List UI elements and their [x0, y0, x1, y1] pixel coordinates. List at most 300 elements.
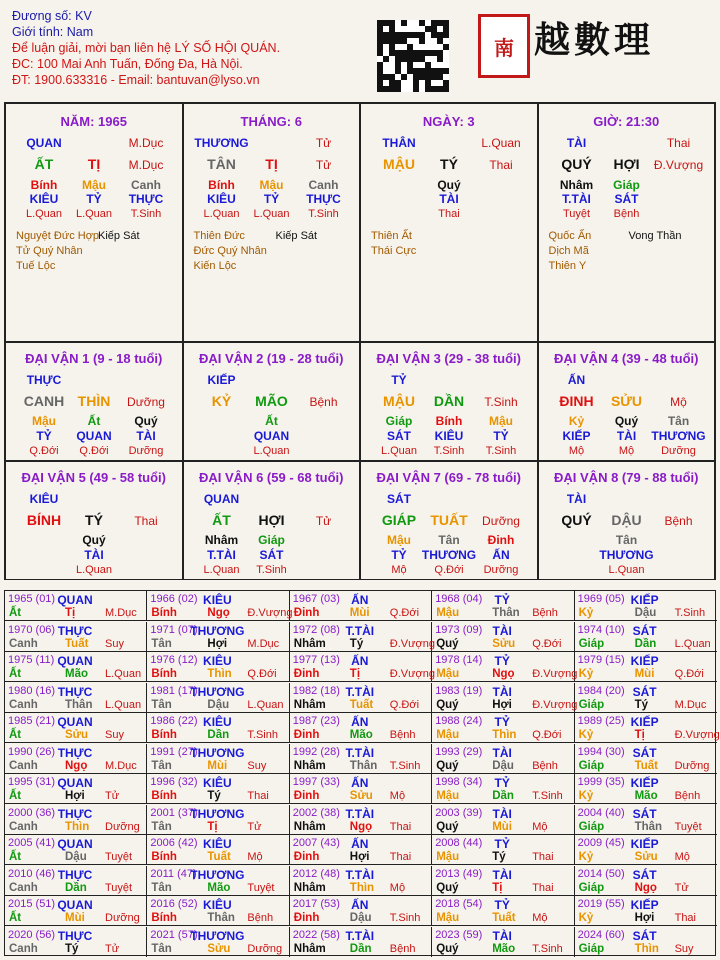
year-god: KIÊU [203, 654, 232, 668]
hidden-stem: Đinh [487, 533, 515, 547]
dai-van-branch: HỢI [258, 512, 285, 528]
year-branch: Hợi [349, 851, 370, 863]
hidden-stem: Quý [82, 533, 106, 547]
year-stem: Tân [151, 759, 172, 772]
year-stem: Tân [151, 942, 172, 955]
year-god: THƯƠNG [190, 745, 245, 760]
year-cell[interactable] [5, 591, 147, 621]
year-branch: Sửu [207, 942, 231, 955]
year-cell[interactable] [575, 866, 717, 896]
hidden-stem: Quý [614, 414, 639, 428]
year-branch: Thìn [349, 881, 375, 894]
year-stem: Bính [151, 912, 177, 924]
hidden-stage: L.Quan [203, 208, 240, 220]
pillar-title: NGÀY: 3 [422, 114, 475, 129]
year-branch: Tý [349, 637, 364, 650]
year-cell[interactable] [290, 835, 432, 865]
year-branch: Hợi [492, 698, 512, 711]
year-label: 2016 (52) [150, 898, 198, 910]
year-branch: Mùi [207, 759, 228, 772]
year-stem: Bính [151, 790, 177, 802]
hidden-stem: Mậu [489, 414, 513, 428]
year-stem: Đinh [293, 668, 320, 680]
hidden-stage: L.Quan [75, 208, 113, 220]
qr-module [443, 68, 449, 74]
year-branch: Dậu [207, 698, 230, 711]
dai-van-stem: QUÝ [561, 512, 592, 528]
year-god: SÁT [632, 928, 657, 943]
year-label: 2022 (58) [292, 928, 340, 941]
year-label: 1974 (10) [577, 623, 625, 636]
year-branch: Tuất [349, 698, 374, 711]
year-cell[interactable] [575, 835, 717, 865]
year-god: THỰC [57, 745, 93, 760]
earth-branch: TÝ [440, 156, 458, 172]
year-label: 1968 (04) [435, 593, 483, 605]
year-god: T.TÀI [345, 745, 375, 760]
year-stage: Đ.Vượng [674, 729, 720, 741]
year-cell[interactable] [432, 744, 574, 774]
year-label: 2015 (51) [8, 898, 56, 910]
year-cell[interactable] [5, 744, 147, 774]
year-cell[interactable] [432, 805, 574, 835]
year-branch: Thìn [65, 820, 90, 833]
hidden-stage: Mộ [391, 564, 407, 576]
hidden-god: KIÊU [29, 192, 59, 206]
dai-van-title: ĐẠI VẬN 4 (39 - 48 tuổi) [554, 351, 699, 366]
year-label: 1992 (28) [292, 745, 340, 758]
year-branch: Mùi [634, 668, 655, 680]
hidden-stem: Mậu [387, 533, 411, 547]
address-line: ĐC: 100 Mai Anh Tuấn, Đống Đa, Hà Nội. [12, 57, 243, 71]
hidden-god: TỶ [86, 192, 102, 206]
year-stem: Ất [9, 607, 22, 619]
dai-van-stage: Bệnh [309, 395, 338, 409]
year-cell[interactable] [290, 927, 432, 957]
year-cell[interactable] [147, 835, 289, 865]
year-cell[interactable] [5, 713, 147, 743]
hidden-god: TÀI [616, 429, 637, 443]
hidden-stage: L.Quan [253, 208, 290, 220]
year-cell[interactable] [432, 896, 574, 926]
year-cell[interactable] [575, 622, 717, 652]
dai-van-god: TÀI [566, 492, 587, 506]
year-stem: Kỷ [578, 668, 594, 680]
pillar-title: THÁNG: 6 [240, 114, 302, 129]
year-stage: Mộ [532, 820, 548, 833]
pillar-heaven-god: THÂN [382, 136, 416, 150]
pillar-heaven-stage: M.Dục [128, 136, 164, 150]
year-cell[interactable] [432, 835, 574, 865]
brand-logo-text: 越數理 [534, 19, 655, 61]
year-cell[interactable] [432, 866, 574, 896]
year-label: 2004 (40) [577, 806, 625, 819]
year-cell[interactable] [290, 683, 432, 713]
hidden-stage: Q.Đới [29, 445, 59, 457]
year-label: 1976 (12) [150, 654, 198, 666]
year-stage: Đ.Vượng [532, 698, 578, 711]
year-label: 2021 (57) [150, 928, 198, 941]
qr-module [419, 38, 425, 44]
hidden-god: SÁT [259, 548, 284, 562]
hidden-stage: Q.Đới [79, 445, 109, 457]
hidden-stem: Giáp [613, 178, 640, 192]
year-stage: Mộ [674, 851, 690, 863]
hidden-god: THỰC [306, 192, 341, 206]
year-cell[interactable] [147, 896, 289, 926]
branch-stage: M.Dục [128, 158, 164, 172]
hidden-stem: Mậu [259, 178, 284, 192]
year-stage: Tử [105, 790, 120, 802]
year-god: SÁT [632, 745, 657, 760]
year-stage: L.Quan [674, 637, 711, 650]
dai-van-stage: T.Sinh [484, 395, 518, 409]
year-branch: Ngọ [207, 607, 230, 619]
year-stage: Đ.Vượng [247, 607, 293, 619]
year-stem: Mậu [436, 668, 460, 680]
year-god: THỰC [57, 928, 93, 943]
year-cell[interactable] [432, 774, 574, 804]
year-branch: Mão [492, 942, 516, 955]
year-god: SÁT [632, 684, 657, 699]
year-stage: Tuyệt [674, 820, 702, 833]
year-god: ẤN [351, 776, 369, 790]
year-stage: Suy [674, 942, 694, 955]
year-god: THƯƠNG [190, 684, 245, 699]
year-label: 1978 (14) [435, 654, 483, 666]
year-branch: Mùi [492, 820, 512, 833]
year-stem: Đinh [293, 729, 320, 741]
year-cell[interactable] [575, 896, 717, 926]
year-stem: Canh [9, 820, 38, 833]
owner-gender: Giới tính: Nam [12, 25, 94, 39]
year-label: 1969 (05) [577, 593, 625, 605]
year-label: 2002 (38) [292, 806, 340, 819]
year-branch: Tuất [634, 759, 659, 772]
hidden-god: QUAN [76, 429, 112, 443]
year-cell[interactable] [5, 927, 147, 957]
year-stem: Giáp [578, 881, 605, 894]
year-cell[interactable] [432, 927, 574, 957]
year-stem: Ất [9, 851, 22, 863]
year-god: KIÊU [203, 837, 232, 851]
year-cell[interactable] [147, 713, 289, 743]
star-item: Vong Thần [628, 230, 682, 242]
dai-van-branch: MÃO [255, 393, 288, 409]
dai-van-god: ẤN [567, 373, 586, 387]
year-god: QUAN [57, 898, 93, 912]
year-cell[interactable] [575, 683, 717, 713]
year-cell[interactable] [147, 622, 289, 652]
year-branch: Tuất [207, 851, 231, 863]
year-branch: Mão [207, 881, 231, 894]
year-cell[interactable] [575, 927, 717, 957]
year-stage: Bệnh [389, 942, 416, 955]
dai-van-god: QUAN [203, 492, 240, 506]
year-stem: Bính [151, 729, 177, 741]
year-cell[interactable] [147, 591, 293, 621]
year-cell[interactable] [575, 774, 717, 804]
year-cell[interactable] [147, 683, 289, 713]
year-label: 1972 (08) [292, 623, 340, 636]
year-stem: Kỷ [578, 729, 594, 741]
year-god: THƯƠNG [190, 928, 245, 943]
hidden-stem: Giáp [258, 533, 285, 547]
hidden-stem: Bính [208, 178, 235, 192]
year-label: 2017 (53) [292, 898, 340, 910]
year-stage: Thai [389, 851, 412, 863]
star-item: Thiên Đức [193, 230, 245, 242]
qr-module [443, 86, 449, 92]
year-stem: Nhâm [293, 759, 326, 772]
dai-van-stage: Thai [134, 514, 158, 528]
year-label: 2000 (36) [8, 806, 56, 819]
year-stage: Đ.Vượng [389, 668, 435, 680]
hidden-stem: Bính [435, 414, 463, 428]
year-god: TỶ [494, 654, 510, 668]
dai-van-stem: BÍNH [26, 512, 62, 528]
year-cell[interactable] [290, 744, 432, 774]
year-label: 2005 (41) [8, 837, 56, 849]
year-stage: T.Sinh [389, 912, 421, 924]
year-branch: Dậu [634, 607, 657, 619]
year-cell[interactable] [147, 744, 289, 774]
dai-van-title: ĐẠI VẬN 7 (69 - 78 tuổi) [376, 470, 521, 485]
year-branch: Ngọ [65, 759, 88, 772]
year-god: T.TÀI [345, 928, 375, 943]
year-label: 1991 (27) [150, 745, 198, 758]
star-item: Đức Quý Nhân [193, 245, 267, 257]
year-label: 1973 (09) [435, 623, 483, 636]
hidden-stage: T.Sinh [130, 208, 162, 220]
year-god: KIÊU [203, 593, 232, 607]
year-label: 2013 (49) [435, 867, 483, 880]
qr-module [437, 56, 443, 62]
pillar-title: NĂM: 1965 [60, 114, 127, 129]
hidden-god: THƯƠNG [421, 548, 477, 562]
year-stage: Q.Đới [247, 668, 277, 680]
year-cell[interactable] [290, 591, 432, 621]
year-stage: Mộ [389, 790, 406, 802]
year-stem: Quý [436, 637, 459, 650]
qr-code[interactable] [377, 20, 449, 92]
year-stage: L.Quan [247, 698, 284, 711]
branch-stage: Đ.Vượng [653, 158, 704, 172]
year-god: ẤN [351, 593, 369, 607]
year-label: 1971 (07) [150, 623, 198, 636]
year-stage: M.Dục [105, 759, 137, 772]
year-cell[interactable] [5, 866, 147, 896]
pillar-heaven-god: TÀI [566, 136, 587, 150]
branch-stage: Thai [489, 158, 513, 172]
year-god: SÁT [632, 623, 657, 638]
year-god: ẤN [351, 654, 369, 668]
year-branch: Tuất [492, 912, 516, 924]
star-item: Tuế Lộc [16, 260, 56, 272]
year-cell[interactable] [575, 805, 717, 835]
dai-van-title: ĐẠI VẬN 3 (29 - 38 tuổi) [376, 351, 521, 366]
year-stage: Q.Đới [389, 607, 420, 619]
hidden-stage: Dưỡng [128, 445, 164, 457]
hidden-stage: Tuyệt [562, 208, 591, 220]
year-stage: Thai [674, 912, 696, 924]
year-stage: T.Sinh [532, 942, 563, 955]
year-cell[interactable] [290, 866, 432, 896]
year-cell[interactable] [147, 927, 289, 957]
year-branch: Sửu [492, 637, 516, 650]
year-stage: Dưỡng [247, 942, 283, 955]
year-cell[interactable] [575, 744, 717, 774]
hidden-stem: Kỷ [568, 414, 585, 428]
dai-van-stem: CANH [23, 393, 65, 409]
year-label: 1995 (31) [8, 776, 56, 788]
year-stem: Nhâm [293, 942, 326, 955]
year-cell[interactable] [147, 774, 289, 804]
year-label: 2003 (39) [435, 806, 483, 819]
year-stage: Tuyệt [105, 851, 133, 863]
year-label: 1988 (24) [435, 715, 483, 727]
year-cell[interactable] [5, 805, 147, 835]
qr-module [401, 74, 407, 80]
star-item: Tử Quý Nhân [16, 245, 83, 257]
year-cell[interactable] [575, 652, 717, 682]
year-branch: Dậu [349, 912, 372, 924]
year-cell[interactable] [5, 835, 147, 865]
year-cell[interactable] [290, 622, 435, 652]
hidden-stem: Nhâm [559, 178, 594, 192]
earth-branch: HỢI [613, 156, 640, 172]
dai-van-5 [5, 461, 183, 580]
year-cell[interactable] [432, 591, 574, 621]
year-stem: Canh [9, 942, 38, 955]
year-cell[interactable] [5, 774, 147, 804]
year-branch: Tị [492, 881, 503, 894]
year-branch: Dậu [65, 851, 87, 863]
hidden-stage: Dưỡng [483, 564, 519, 576]
year-label: 1993 (29) [435, 745, 483, 758]
year-god: QUAN [57, 837, 93, 851]
dai-van-title: ĐẠI VẬN 6 (59 - 68 tuổi) [199, 470, 344, 485]
star-item: Kiếp Sát [98, 230, 140, 242]
year-cell[interactable] [575, 713, 720, 743]
year-cell[interactable] [432, 683, 578, 713]
year-god: TÀI [492, 806, 512, 821]
year-cell[interactable] [290, 774, 432, 804]
year-cell[interactable] [5, 683, 147, 713]
year-cell[interactable] [5, 896, 147, 926]
year-stem: Kỷ [578, 790, 594, 802]
year-label: 1997 (33) [292, 776, 340, 788]
year-branch: Tị [349, 668, 361, 680]
hidden-stem: Mậu [32, 414, 56, 428]
hidden-stage: L.Quan [608, 564, 645, 576]
year-branch: Tý [65, 942, 79, 955]
hidden-stage: T.Sinh [256, 564, 287, 576]
year-god: TÀI [492, 928, 512, 943]
year-cell[interactable] [432, 652, 578, 682]
year-stem: Ất [9, 729, 22, 741]
hidden-stage: Bệnh [613, 208, 640, 220]
heaven-stem: TÂN [207, 156, 236, 172]
year-label: 2014 (50) [577, 867, 625, 880]
year-label: 1986 (22) [150, 715, 198, 727]
year-stage: L.Quan [105, 668, 142, 680]
year-label: 1970 (06) [8, 623, 56, 636]
year-god: SÁT [632, 867, 657, 882]
year-stage: T.Sinh [674, 607, 706, 619]
year-cell[interactable] [290, 652, 435, 682]
year-stage: Q.Đới [532, 729, 562, 741]
year-branch: Tuất [65, 637, 89, 650]
year-label: 1967 (03) [292, 593, 340, 605]
year-branch: Dần [634, 637, 657, 650]
dai-van-stage: Bệnh [664, 514, 693, 528]
dai-van-stem: MẬU [383, 393, 415, 409]
year-stem: Ất [9, 790, 22, 802]
star-item: Dịch Mã [548, 245, 589, 257]
year-god: ẤN [351, 898, 369, 912]
year-cell[interactable] [5, 652, 147, 682]
year-cell[interactable] [147, 805, 289, 835]
year-stem: Kỷ [578, 912, 594, 924]
dai-van-2 [183, 342, 361, 461]
year-cell[interactable] [575, 591, 717, 621]
year-god: KIÊU [203, 898, 232, 912]
hidden-stage: L.Quan [75, 564, 113, 576]
year-stem: Giáp [578, 942, 605, 955]
year-god: THỰC [57, 684, 93, 699]
year-cell[interactable] [290, 713, 432, 743]
year-cell[interactable] [432, 622, 574, 652]
year-cell[interactable] [5, 622, 147, 652]
year-stage: Suy [105, 729, 124, 741]
hidden-god: QUAN [253, 429, 290, 443]
year-cell[interactable] [147, 866, 289, 896]
year-stem: Tân [151, 881, 172, 894]
year-branch: Hợi [65, 790, 85, 802]
pillar-2 [360, 103, 538, 342]
year-stage: Suy [247, 759, 267, 772]
branch-stage: Tử [315, 158, 332, 172]
year-stem: Ất [9, 668, 22, 680]
dai-van-stem: KỶ [211, 393, 232, 409]
dai-van-stage: Mộ [670, 395, 687, 409]
year-stage: Tuyệt [247, 881, 275, 894]
year-god: KIẾP [630, 715, 659, 729]
year-cell[interactable] [432, 713, 574, 743]
year-branch: Mão [349, 729, 373, 741]
year-branch: Thân [349, 759, 378, 772]
year-cell[interactable] [147, 652, 289, 682]
year-god: ẤN [351, 837, 369, 851]
year-cell[interactable] [290, 805, 432, 835]
year-branch: Thìn [492, 729, 517, 741]
year-label: 1996 (32) [150, 776, 198, 788]
year-cell[interactable] [290, 896, 432, 926]
year-stage: T.Sinh [247, 729, 278, 741]
dai-van-title: ĐẠI VẬN 8 (79 - 88 tuổi) [554, 470, 699, 485]
star-item: Kiến Lộc [193, 260, 237, 272]
dai-van-6 [183, 461, 361, 580]
year-stage: Thai [389, 820, 412, 833]
hidden-stem: Quý [134, 414, 158, 428]
year-stem: Bính [151, 851, 177, 863]
year-stem: Bính [151, 607, 177, 619]
year-stem: Đinh [293, 790, 320, 802]
year-label: 1994 (30) [577, 745, 625, 758]
year-label: 1977 (13) [292, 654, 340, 666]
year-stage: Thai [532, 851, 554, 863]
